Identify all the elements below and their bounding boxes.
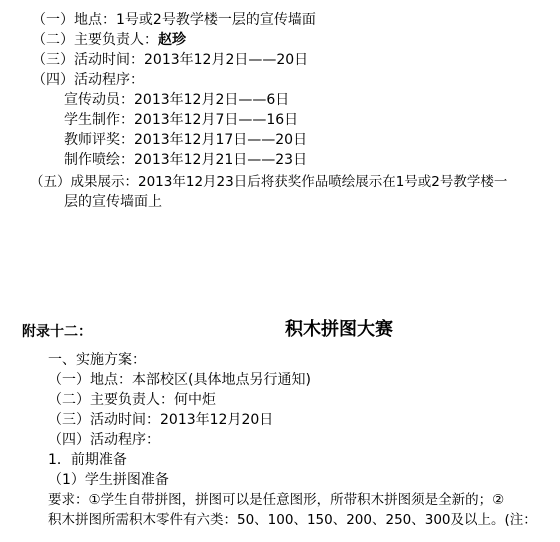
plan-heading: 一、实施方案： bbox=[48, 352, 146, 368]
responsible-label: （二）主要负责人： bbox=[32, 32, 158, 48]
requirement-line: 要求：①学生自带拼图，拼图可以是任意图形，所带积木拼图须是全新的；② bbox=[48, 492, 505, 508]
page-title: 积木拼图大赛 bbox=[285, 319, 393, 340]
procedure-step-printing: 制作喷绘：2013年12月21日——23日 bbox=[64, 152, 308, 168]
procedure-heading: （四）活动程序： bbox=[48, 432, 160, 448]
responsible-line bbox=[32, 30, 186, 50]
requirement-continuation: 积木拼图所需积木零件有六类：50、100、150、200、250、300及以上。(注： bbox=[48, 512, 537, 528]
procedure-heading: （四）活动程序： bbox=[32, 72, 144, 88]
responsible-line: （二）主要负责人：何中炬 bbox=[48, 392, 216, 408]
location-line: （一）地点：本部校区(具体地点另行通知) bbox=[48, 372, 311, 388]
appendix-label: 附录十二： bbox=[22, 324, 92, 340]
location-line: （一）地点：1号或2号教学楼一层的宣传墙面 bbox=[32, 12, 316, 28]
result-display-line: （五）成果展示：2013年12月23日后将获奖作品喷绘展示在1号或2号教学楼一 bbox=[30, 174, 508, 190]
procedure-step-student-making: 学生制作：2013年12月7日——16日 bbox=[64, 112, 299, 128]
time-line: （三）活动时间：2013年12月2日——20日 bbox=[32, 52, 309, 68]
time-line: （三）活动时间：2013年12月20日 bbox=[48, 412, 274, 428]
responsible-name: 赵珍 bbox=[158, 32, 186, 48]
procedure-step-teacher-judging: 教师评奖：2013年12月17日——20日 bbox=[64, 132, 308, 148]
result-display-continuation: 层的宣传墙面上 bbox=[64, 194, 162, 210]
procedure-step-publicity: 宣传动员：2013年12月2日——6日 bbox=[64, 92, 290, 108]
student-puzzle-heading: （1）学生拼图准备 bbox=[48, 472, 169, 488]
preparation-heading: 1．前期准备 bbox=[48, 452, 127, 468]
